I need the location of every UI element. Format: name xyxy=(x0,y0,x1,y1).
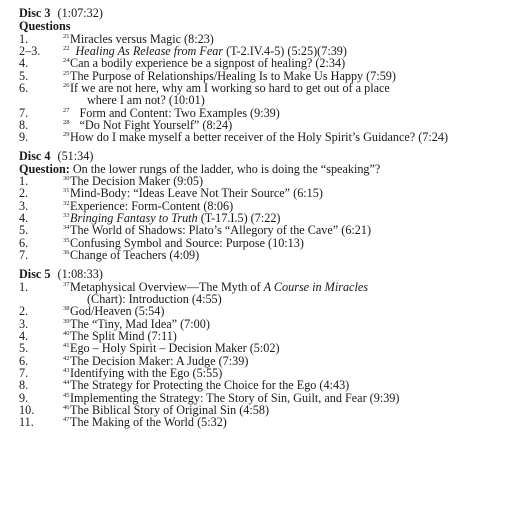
item-number: 6. xyxy=(19,353,29,368)
item-title-italic: Bringing Fantasy to Truth xyxy=(70,211,198,226)
item-title-italic: Healing As Release from Fear xyxy=(75,43,224,58)
item-title: Confusing Symbol and Source: Purpose (10:13) xyxy=(70,235,304,250)
item-title: Implementing the Strategy: The Story of Sin, Guilt, and Fear (9:39) xyxy=(70,390,400,405)
footnote-ref: 27 xyxy=(63,106,70,114)
item-number: 1. xyxy=(19,31,29,46)
footnote-ref: 28 xyxy=(63,118,70,126)
item-title: Ego – Holy Spirit – Decision Maker (5:02) xyxy=(70,341,280,356)
item-title: The Decision Maker: A Judge (7:39) xyxy=(70,353,249,368)
item-number: 4. xyxy=(19,211,29,226)
disc-label: Disc 5 xyxy=(19,266,51,281)
footnote-ref: 39 xyxy=(63,317,70,325)
disc-duration: (51:34) xyxy=(57,148,94,163)
item-title: The Making of the World (5:32) xyxy=(70,415,227,430)
item-title: (T-17.I.5) (7:22) xyxy=(197,211,281,226)
footnote-ref: 35 xyxy=(63,236,70,244)
footnote-ref: 24 xyxy=(63,57,70,65)
footnote-ref: 30 xyxy=(63,175,70,183)
item-title: How do I make myself a better receiver of the Holy Spirit’s Guidance? (7:24) xyxy=(70,130,449,145)
item-number: 2. xyxy=(19,186,29,201)
contents-page xyxy=(19,0,507,429)
footnote-ref: 26 xyxy=(63,81,70,89)
item-title: Can a bodily experience be a signpost of healing? (2:34) xyxy=(70,56,346,71)
item-title: Identifying with the Ego (5:55) xyxy=(70,365,223,380)
item-number: 8. xyxy=(19,378,29,393)
item-title: If we are not here, why am I working so hard to get out of a place xyxy=(70,80,390,95)
item-title: The Decision Maker (9:05) xyxy=(70,174,204,189)
item-number: 2. xyxy=(19,304,29,319)
question-heading: Question: On the lower rungs of the ladder, who is doing the “speaking”? xyxy=(19,161,381,176)
footnote-ref: 22 xyxy=(63,44,70,52)
item-number: 1. xyxy=(19,174,29,189)
list-item xyxy=(19,281,507,293)
item-number: 4. xyxy=(19,56,29,71)
list-item xyxy=(19,249,507,261)
item-number: 3. xyxy=(19,316,29,331)
footnote-ref: 41 xyxy=(63,342,70,350)
item-number: 7. xyxy=(19,248,29,263)
footnote-ref: 29 xyxy=(63,131,70,139)
item-number: 5. xyxy=(19,68,29,83)
item-title: Form and Content: Two Examples (9:39) xyxy=(79,105,280,120)
item-number: 6. xyxy=(19,235,29,250)
item-title: The Purpose of Relationships/Healing Is to Make Us Happy (7:59) xyxy=(70,68,396,83)
disc-duration: (1:08:33) xyxy=(57,266,103,281)
item-number: 7. xyxy=(19,105,29,120)
item-title: God/Heaven (5:54) xyxy=(70,304,165,319)
footnote-ref: 25 xyxy=(63,69,70,77)
item-number: 9. xyxy=(19,130,29,145)
footnote-ref: 36 xyxy=(63,249,70,257)
item-title: The Split Mind (7:11) xyxy=(70,328,177,343)
item-number: 3. xyxy=(19,198,29,213)
item-number: 1. xyxy=(19,279,29,294)
list-item-continuation: where I am not? (10:01) xyxy=(87,93,205,108)
disc-3-heading xyxy=(19,7,507,20)
item-title: “Do Not Fight Yourself” (8:24) xyxy=(79,117,233,132)
item-title: The “Tiny, Mad Idea” (7:00) xyxy=(70,316,210,331)
item-number: 5. xyxy=(19,341,29,356)
footnote-ref: 34 xyxy=(63,224,70,232)
item-title: Metaphysical Overview—The Myth of xyxy=(70,279,264,294)
item-number: 2–3. xyxy=(19,43,41,58)
disc-label: Disc 4 xyxy=(19,148,51,163)
item-title-italic: A Course in Miracles xyxy=(263,279,368,294)
disc-label: Disc 3 xyxy=(19,6,51,20)
list-item xyxy=(19,416,507,428)
footnote-ref: 21 xyxy=(63,32,70,40)
footnote-ref: 42 xyxy=(63,354,70,362)
footnote-ref: 31 xyxy=(63,187,70,195)
footnote-ref: 44 xyxy=(63,379,70,387)
footnote-ref: 33 xyxy=(63,212,70,220)
item-title: The Strategy for Protecting the Choice for the Ego (4:43) xyxy=(70,378,350,393)
footnote-ref: 45 xyxy=(63,391,70,399)
item-title: Experience: Form-Content (8:06) xyxy=(70,198,234,213)
disc-duration: (1:07:32) xyxy=(57,6,103,20)
footnote-ref: 32 xyxy=(63,199,70,207)
item-title: The Biblical Story of Original Sin (4:58) xyxy=(70,402,270,417)
footnote-ref: 47 xyxy=(63,416,70,424)
item-title: (T-2.IV.4-5) (5:25)(7:39) xyxy=(223,43,347,58)
item-title: Change of Teachers (4:09) xyxy=(70,248,200,263)
list-item xyxy=(19,131,507,143)
item-title: Mind-Body: “Ideas Leave Not Their Source” (6:15) xyxy=(70,186,323,201)
footnote-ref: 38 xyxy=(63,305,70,313)
footnote-ref: 37 xyxy=(63,280,70,288)
item-number: 9. xyxy=(19,390,29,405)
item-number: 4. xyxy=(19,328,29,343)
item-number: 7. xyxy=(19,365,29,380)
item-number: 10. xyxy=(19,402,35,417)
item-title: The World of Shadows: Plato’s “Allegory of the Cave” (6:21) xyxy=(70,223,372,238)
item-number: 6. xyxy=(19,80,29,95)
questions-heading: Questions xyxy=(19,19,71,33)
footnote-ref: 46 xyxy=(63,403,70,411)
item-number: 11. xyxy=(19,415,34,430)
list-item-continuation: (Chart): Introduction (4:55) xyxy=(87,291,222,306)
footnote-ref: 40 xyxy=(63,329,70,337)
item-number: 5. xyxy=(19,223,29,238)
question-text: On the lower rungs of the ladder, who is doing the “speaking”? xyxy=(69,161,381,176)
item-title: Miracles versus Magic (8:23) xyxy=(70,31,214,46)
item-number: 8. xyxy=(19,117,29,132)
footnote-ref: 43 xyxy=(63,366,70,374)
